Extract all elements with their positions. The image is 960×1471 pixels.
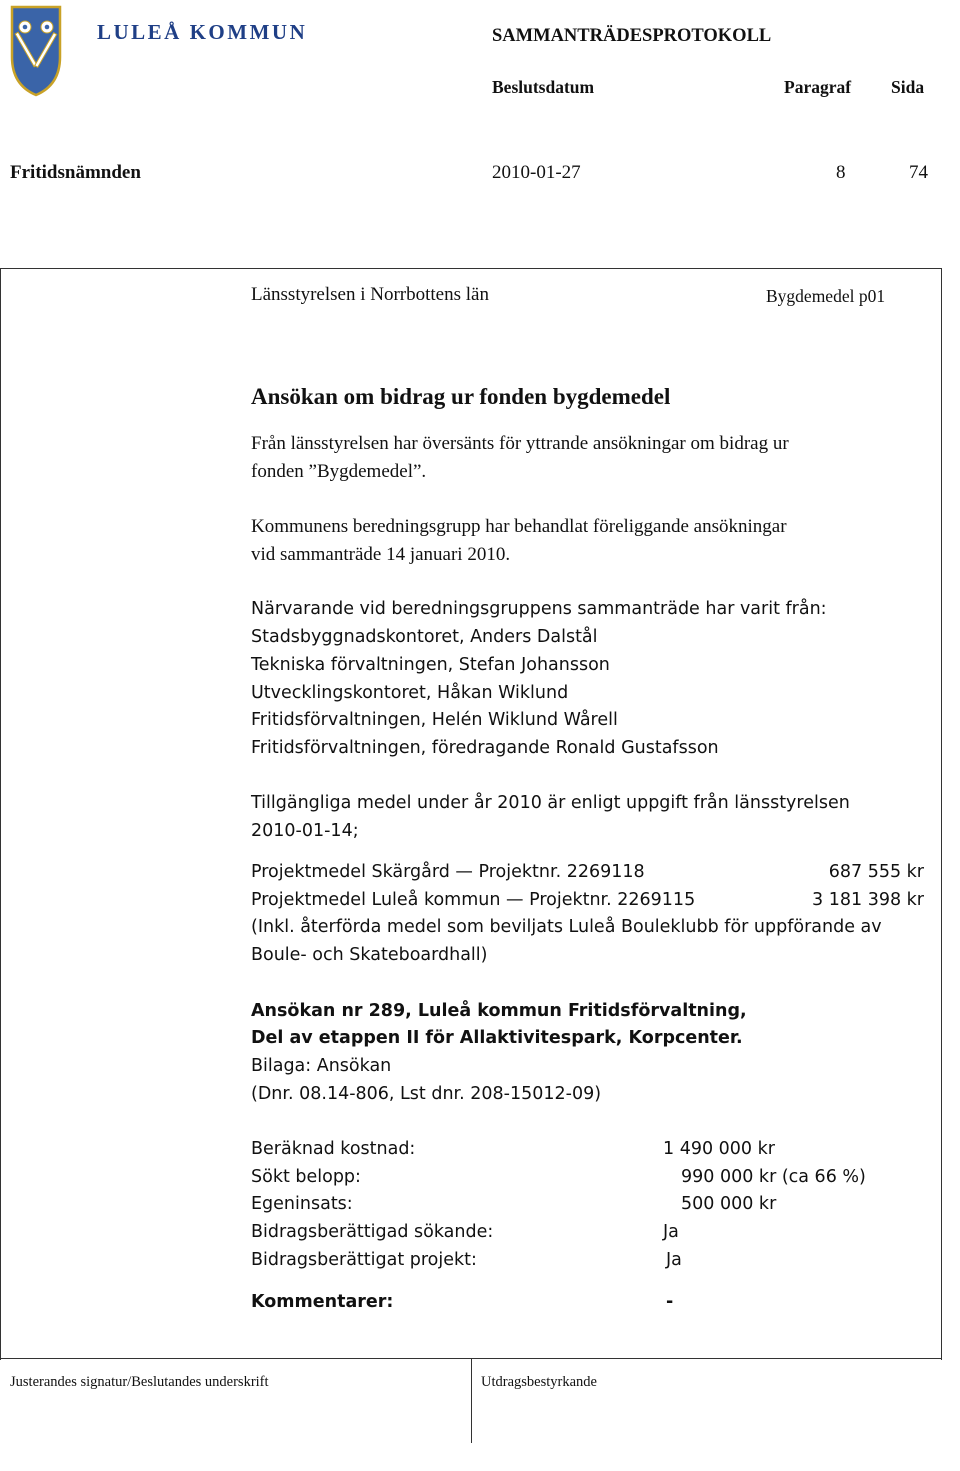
cost-value: 990 000 kr (ca 66 %) [681,1167,866,1187]
comments-value: - [666,1292,674,1312]
footer-column-divider [471,1358,472,1443]
present-heading: Närvarande vid beredningsgruppens sammanträde har varit från: [251,599,827,619]
reference-tag: Bygdemedel p01 [766,286,886,306]
cost-value: Ja [666,1250,682,1270]
cost-value: Ja [663,1222,679,1242]
date-label: Beslutsdatum [492,77,595,97]
cost-label: Bidragsberättigad sökande: [251,1222,494,1242]
document-type: SAMMANTRÄDESPROTOKOLL [492,26,772,46]
intro-line: vid sammanträde 14 januari 2010. [251,544,511,565]
application-reference: (Dnr. 08.14-806, Lst dnr. 208-15012-09) [251,1084,602,1104]
present-member: Fritidsförvaltningen, Helén Wiklund Wårell [251,710,618,730]
content-frame [0,268,942,1360]
fund-row-label: Projektmedel Luleå kommun — Projektnr. 2269115 [251,890,696,910]
certification-field-label: Utdragsbestyrkande [481,1374,597,1390]
comments-label: Kommentarer: [251,1292,394,1312]
fund-row-amount: 3 181 398 kr [812,890,924,910]
signature-field-label: Justerandes signatur/Beslutandes underskrift [10,1374,269,1390]
present-member: Fritidsförvaltningen, föredragande Ronald Gustafsson [251,738,719,758]
fund-row-label: Projektmedel Skärgård — Projektnr. 2269118 [251,862,645,882]
municipality-coat-of-arms [10,5,62,97]
cost-value: 1 490 000 kr [663,1139,775,1159]
cost-label: Beräknad kostnad: [251,1139,416,1159]
present-member: Stadsbyggnadskontoret, Anders Dalstål [251,627,598,647]
fund-row-amount: 687 555 kr [828,862,924,882]
funds-note: Boule- och Skateboardhall) [251,945,488,965]
authority-name: Länsstyrelsen i Norrbottens län [251,284,489,305]
present-member: Tekniska förvaltningen, Stefan Johansson [251,655,610,675]
section-number: 8 [836,162,846,183]
decision-date: 2010-01-27 [492,162,581,183]
page-number: 74 [909,162,928,183]
application-title: Del av etappen II för Allaktivitespark, Korpcenter. [251,1028,743,1048]
cost-value: 500 000 kr [681,1194,777,1214]
funds-text: Tillgängliga medel under år 2010 är enligt uppgift från länsstyrelsen [251,793,850,813]
page-label: Sida [891,77,925,97]
intro-line: Från länsstyrelsen har översänts för yttrande ansökningar om bidrag ur [251,433,789,454]
present-member: Utvecklingskontoret, Håkan Wiklund [251,683,569,703]
cost-label: Bidragsberättigat projekt: [251,1250,477,1270]
funds-note: (Inkl. återförda medel som beviljats Luleå Bouleklubb för uppförande av [251,917,882,937]
intro-line: Kommunens beredningsgrupp har behandlat föreliggande ansökningar [251,516,787,537]
application-title: Ansökan nr 289, Luleå kommun Fritidsförvaltning, [251,1001,747,1021]
municipality-name: LULEÅ KOMMUN [97,20,308,44]
intro-line: fonden ”Bygdemedel”. [251,461,427,482]
section-label: Paragraf [784,77,852,97]
funds-date: 2010-01-14; [251,821,359,841]
application-attachment: Bilaga: Ansökan [251,1056,392,1076]
cost-label: Sökt belopp: [251,1167,361,1187]
cost-label: Egeninsats: [251,1194,353,1214]
document-title: Ansökan om bidrag ur fonden bygdemedel [251,384,671,409]
committee-name: Fritidsnämnden [10,162,141,183]
